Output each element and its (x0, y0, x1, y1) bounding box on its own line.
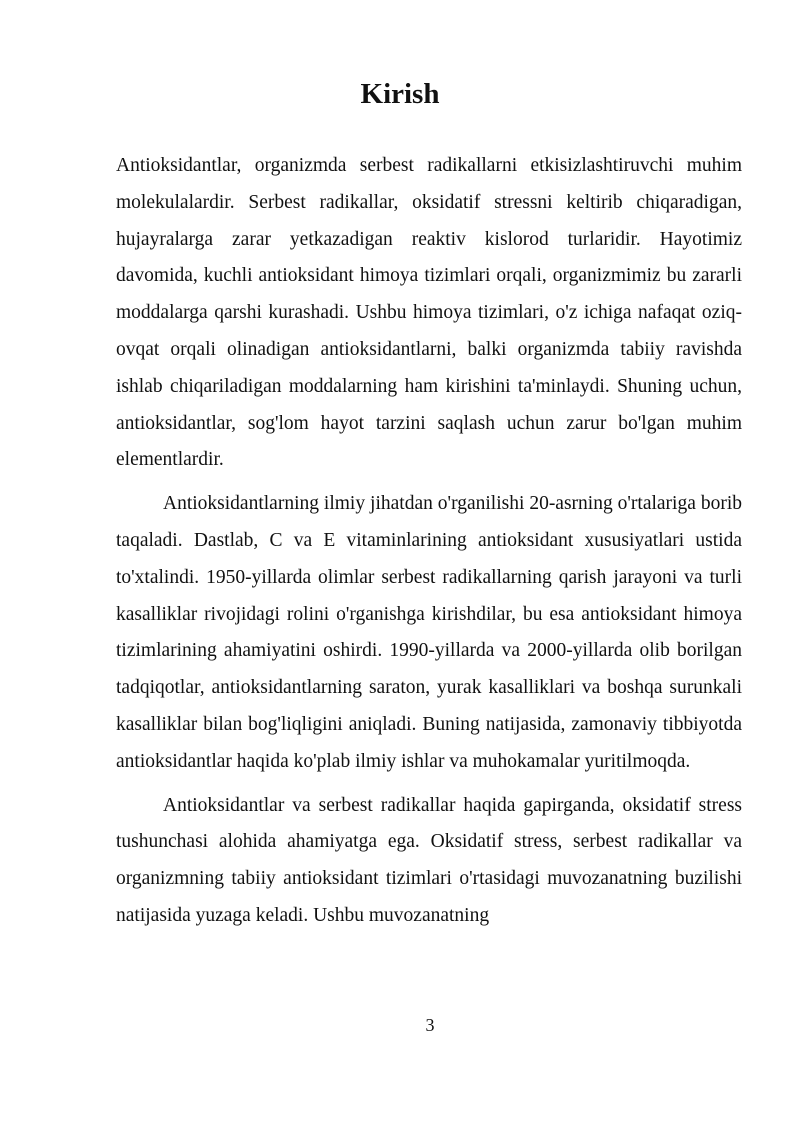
paragraph-2: Antioksidantlarning ilmiy jihatdan o'rganilishi 20-asrning o'rtalariga borib taqaladi. Dastlab, C va E vitaminlarining antioksidant xususiyatlari ustida to'xtalindi. 1950-yillarda olimlar serbest radikallarning qarish jarayoni va turli kasalliklar rivojidagi rolini o'rganishga kirishdilar, bu esa antioksidant himoya tizimlarining ahamiyatini oshirdi. 1990-yillarda va 2000-yillarda olib borilgan tadqiqotlar, antioksidantlarning saraton, yurak kasalliklari va boshqa surunkali kasalliklar bilan bog'liqligini aniqladi. Buning natijasida, zamonaviy tibbiyotda antioksidantlar haqida ko'plab ilmiy ishlar va muhokamalar yuritilmoqda. (116, 493, 742, 772)
page-title: Kirish (360, 78, 440, 110)
body-text (116, 148, 742, 942)
paragraph-1: Antioksidantlar, organizmda serbest radikallarni etkisizlashtiruvchi muhim molekulalardir. Serbest radikallar, oksidatif stressni keltirib chiqaradigan, hujayralarga zarar yetkazadigan reaktiv kislorod turlaridir. Hayotimiz davomida, kuchli antioksidant himoya tizimlari orqali, organizmimiz bu zararli moddalarga qarshi kurashadi. Ushbu himoya tizimlari, o'z ichiga nafaqat oziq-ovqat orqali olinadigan antioksidantlarni, balki organizmda tabiiy ravishda ishlab chiqariladigan moddalarning ham kirishini ta'minlaydi. Shuning uchun, antioksidantlar, sog'lom hayot tarzini saqlash uchun zarur bo'lgan muhim elementlardir. (116, 155, 742, 471)
paragraph-3: Antioksidantlar va serbest radikallar haqida gapirganda, oksidatif stress tushunchasi alohida ahamiyatga ega. Oksidatif stress, serbest radikallar va organizmning tabiiy antioksidant tizimlari o'rtasidagi muvozanatning buzilishi natijasida yuzaga keladi. Ushbu muvozanatning (116, 794, 742, 926)
page-number: 3 (425, 1015, 435, 1035)
